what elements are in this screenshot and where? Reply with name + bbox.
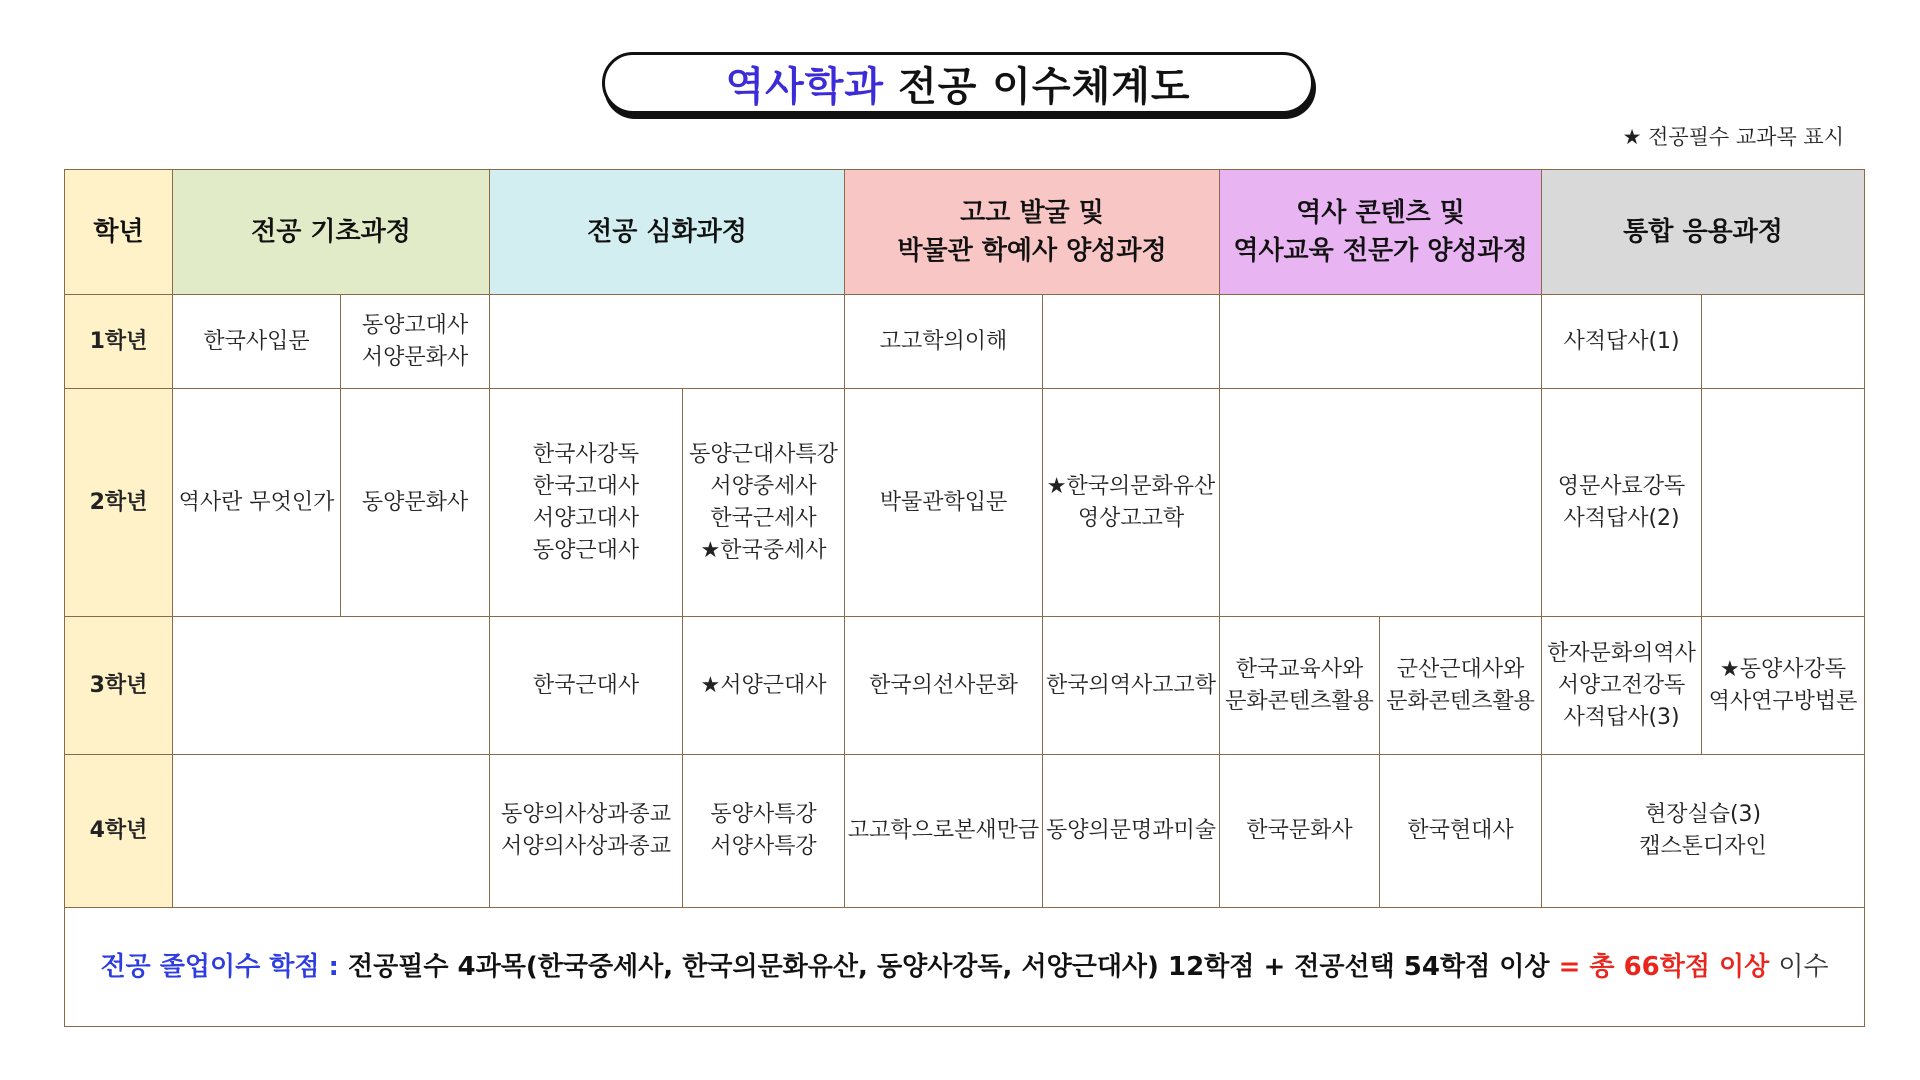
grade-label: 1학년 [65, 295, 173, 389]
course-cell: 동양사특강 서양사특강 [683, 755, 845, 908]
course-cell: 영문사료강독 사적답사(2) [1542, 389, 1702, 617]
course-cell: 동양의문명과미술 [1043, 755, 1220, 908]
course-cell: 동양근대사특강 서양중세사 한국근세사 ★한국중세사 [683, 389, 845, 617]
course-cell: 역사란 무엇인가 [173, 389, 341, 617]
empty-cell [173, 755, 490, 908]
empty-cell [490, 295, 845, 389]
grade-row-2 [65, 389, 1865, 617]
course-cell: 군산근대사와 문화콘텐츠활용 [1380, 617, 1542, 755]
graduation-credits [65, 908, 1865, 1027]
grade-row-1 [65, 295, 1865, 389]
course-cell: 고고학의이해 [845, 295, 1043, 389]
empty-cell [1043, 295, 1220, 389]
course-cell: 한국현대사 [1380, 755, 1542, 908]
course-cell: 박물관학입문 [845, 389, 1043, 617]
course-cell: 한자문화의역사 서양고전강독 사적답사(3) [1542, 617, 1702, 755]
grade-label: 3학년 [65, 617, 173, 755]
footer-equals: = [1558, 952, 1581, 982]
course-cell: 한국사입문 [173, 295, 341, 389]
course-cell: 고고학으로본새만금 [845, 755, 1043, 908]
title-accent: 역사학과 [725, 63, 885, 110]
page-title [602, 52, 1314, 114]
course-cell: ★한국의문화유산 영상고고학 [1043, 389, 1220, 617]
empty-cell [1220, 389, 1542, 617]
header-basic-course: 전공 기초과정 [173, 170, 490, 295]
empty-cell [173, 617, 490, 755]
empty-cell [1220, 295, 1542, 389]
header-contents-course: 역사 콘텐츠 및 역사교육 전문가 양성과정 [1220, 170, 1542, 295]
grade-label: 2학년 [65, 389, 173, 617]
header-row [65, 170, 1865, 295]
title-rest: 전공 이수체계도 [898, 63, 1191, 110]
required-legend: ★ 전공필수 교과목 표시 [1622, 125, 1844, 149]
course-cell: 현장실습(3) 캡스톤디자인 [1542, 755, 1865, 908]
course-cell: 한국문화사 [1220, 755, 1380, 908]
course-cell: 한국근대사 [490, 617, 683, 755]
header-grade: 학년 [65, 170, 173, 295]
footer-label: 전공 졸업이수 학점 : [100, 952, 339, 982]
course-cell: 동양문화사 [341, 389, 490, 617]
empty-cell [1702, 389, 1865, 617]
grade-row-4 [65, 755, 1865, 908]
header-integrated-course: 통합 응용과정 [1542, 170, 1865, 295]
curriculum-table [64, 169, 1865, 1027]
footer-end: 이수 [1778, 952, 1829, 982]
empty-cell [1702, 295, 1865, 389]
course-cell: 동양고대사 서양문화사 [341, 295, 490, 389]
course-cell: ★동양사강독 역사연구방법론 [1702, 617, 1865, 755]
course-cell: ★서양근대사 [683, 617, 845, 755]
course-cell: 한국의역사고고학 [1043, 617, 1220, 755]
footer-body: 전공필수 4과목(한국중세사, 한국의문화유산, 동양사강독, 서양근대사) 12학점 + 전공선택 54학점 이상 [347, 952, 1550, 982]
course-cell: 한국사강독 한국고대사 서양고대사 동양근대사 [490, 389, 683, 617]
course-cell: 한국의선사문화 [845, 617, 1043, 755]
footer-total: 총 66학점 이상 [1589, 952, 1770, 982]
header-advanced-course: 전공 심화과정 [490, 170, 845, 295]
course-cell: 한국교육사와 문화콘텐츠활용 [1220, 617, 1380, 755]
grade-label: 4학년 [65, 755, 173, 908]
course-cell: 동양의사상과종교 서양의사상과종교 [490, 755, 683, 908]
course-cell: 사적답사(1) [1542, 295, 1702, 389]
footer-row [65, 908, 1865, 1027]
header-archaeology-course: 고고 발굴 및 박물관 학예사 양성과정 [845, 170, 1220, 295]
grade-row-3 [65, 617, 1865, 755]
